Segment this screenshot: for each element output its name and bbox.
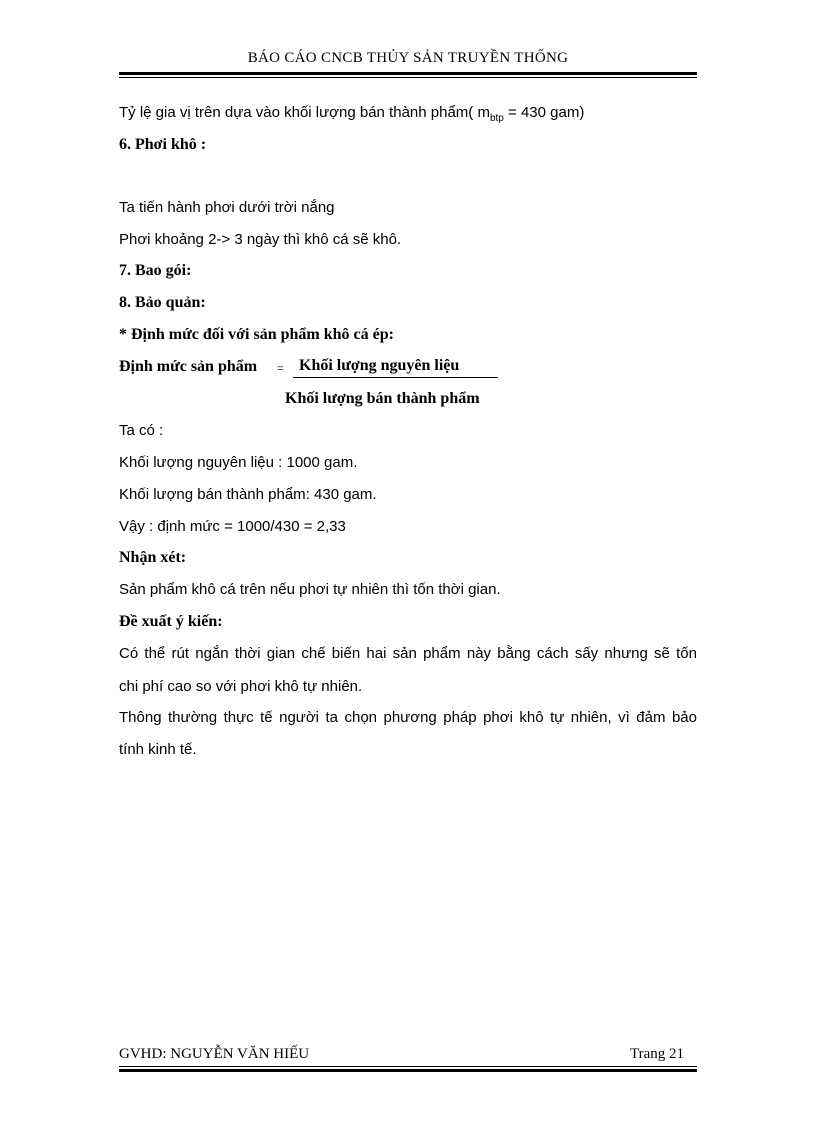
- section-7-heading: 7. Bao gói:: [119, 262, 192, 279]
- section-8-heading: 8. Bảo quản:: [119, 294, 206, 311]
- footer-instructor: GVHD: NGUYỄN VĂN HIẾU: [119, 1046, 310, 1062]
- header-rule-thin: [119, 77, 697, 78]
- semi-product-mass: Khối lượng bán thành phẩm: 430 gam.: [119, 486, 377, 503]
- remark-heading: Nhận xét:: [119, 549, 187, 566]
- footer-rule-thick: [119, 1069, 697, 1072]
- footer-page-number: Trang 21: [630, 1046, 685, 1062]
- raw-mass: Khối lượng nguyên liệu : 1000 gam.: [119, 454, 358, 471]
- proposal-line-2a: Thông thường thực tế người ta chọn phương pháp phơi khô tự nhiên, vì đảm bảo: [119, 709, 697, 726]
- footer-rule-thin: [119, 1066, 697, 1067]
- proposal-heading: Đề xuất ý kiến:: [119, 613, 223, 630]
- remark-text: Sản phẩm khô cá trên nếu phơi tự nhiên thì tốn thời gian.: [119, 581, 501, 598]
- norm-denominator: Khối lượng bán thành phẩm: [285, 390, 480, 407]
- norm-heading: * Định mức đối với sản phẩm khô cá ép:: [119, 326, 394, 343]
- norm-result: Vậy : định mức = 1000/430 = 2,33: [119, 518, 346, 535]
- norm-label: Định mức sản phẩm: [119, 358, 258, 375]
- page-header-title: BÁO CÁO CNCB THỦY SẢN TRUYỀN THỐNG: [247, 50, 569, 66]
- header-rule-thick: [119, 72, 697, 75]
- proposal-line-1b: chi phí cao so với phơi khô tự nhiên.: [119, 678, 363, 695]
- drying-line-1: Ta tiến hành phơi dưới trời nắng: [119, 199, 335, 216]
- proposal-line-2b: tính kinh tế.: [119, 741, 197, 758]
- spice-ratio-text: Tỷ lệ gia vị trên dựa vào khối lượng bán thành phẩm( $m_{btp} = 430$ gam): [119, 104, 585, 124]
- norm-numerator: Khối lượng nguyên liệu: [293, 357, 498, 378]
- drying-line-2: Phơi khoảng 2-> 3 ngày thì khô cá sẽ khô.: [119, 231, 402, 248]
- we-have: Ta có :: [119, 422, 164, 439]
- proposal-line-1a: Có thể rút ngắn thời gian chế biến hai sản phẩm này bằng cách sấy nhưng sẽ tốn: [119, 645, 697, 662]
- section-6-heading: 6. Phơi khô :: [119, 136, 207, 153]
- norm-equals-sign: =: [277, 361, 284, 375]
